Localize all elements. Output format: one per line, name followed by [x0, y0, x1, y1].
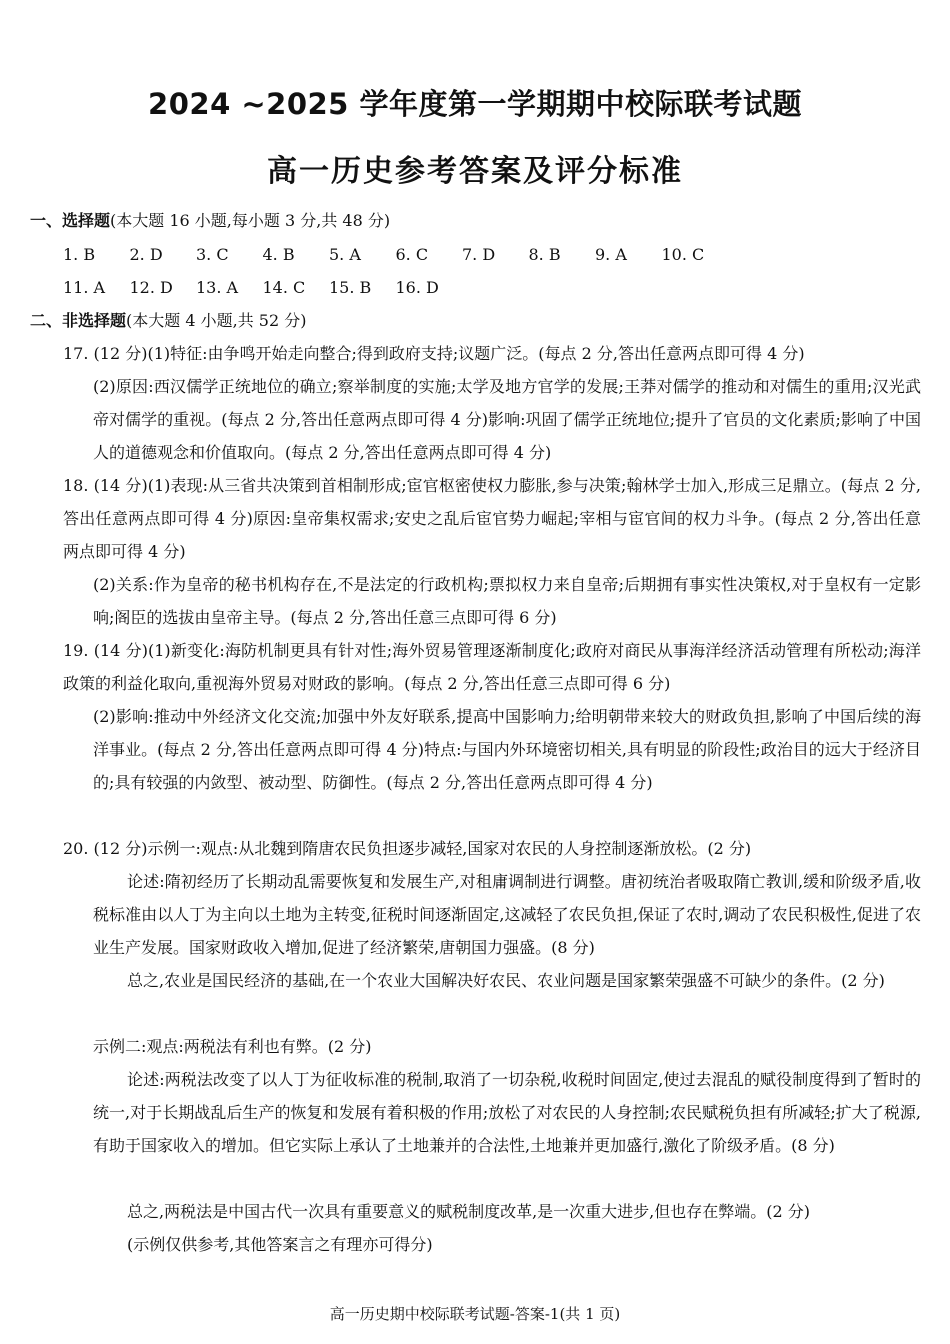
answer-item: 12. D	[129, 278, 173, 297]
q18-part1: 18. (14 分)(1)表现:从三省共决策到首相制形成;宦官枢密使权力膨胀,参与决策;翰林学士加入,形成三足鼎立。(每点 2 分,答出任意两点即可得 4 分)原因:皇帝集权需求;安史之乱后宦官势力崛起;宰相与宦官间的权力斗争。(每点 2 分,答出任意两点即可得 4 分)	[63, 476, 921, 561]
q20-example1-conclusion: 总之,农业是国民经济的基础,在一个农业大国解决好农民、农业问题是国家繁荣强盛不可缺少的条件。(2 分)	[127, 971, 885, 990]
section2-note: (本大题 4 小题,共 52 分)	[126, 311, 307, 330]
answer-item: 10. C	[661, 245, 705, 264]
answer-item: 1. B	[63, 245, 96, 264]
section1-header	[30, 209, 390, 233]
section1-note: (本大题 16 小题,每小题 3 分,共 48 分)	[110, 211, 391, 230]
section1-heading: 一、选择题	[30, 211, 111, 230]
answer-item: 5. A	[329, 245, 361, 264]
q20-example1-argument: 论述:隋初经历了长期动乱需要恢复和发展生产,对租庸调制进行调整。唐初统治者吸取隋亡教训,缓和阶级矛盾,收税标准由以人丁为主向以土地为主转变,征税时间逐渐固定,这减轻了农民负担,保证了农时,调动了农民积极性,促进了农业生产发展。国家财政收入增加,促进了经济繁荣,唐朝国力强盛。(8 分)	[93, 872, 921, 957]
answer-row-1	[63, 243, 728, 267]
q19-part1: 19. (14 分)(1)新变化:海防机制更具有针对性;海外贸易管理逐渐制度化;政府对商民从事海洋经济活动管理有所松动;海洋政策的利益化取向,重视海外贸易对财政的影响。(每点 2 分,答出任意三点即可得 6 分)	[63, 641, 921, 693]
q17-part2: (2)原因:西汉儒学正统地位的确立;察举制度的实施;太学及地方官学的发展;王莽对儒学的推动和对儒生的重用;汉光武帝对儒学的重视。(每点 2 分,答出任意两点即可得 4 分)影响:巩固了儒学正统地位;提升了官员的文化素质;影响了中国人的道德观念和价值取向。(每点 2 分,答出任意两点即可得 4 分)	[93, 377, 921, 462]
answer-item: 16. D	[395, 278, 439, 297]
q20-example2-view: 示例二:观点:两税法有利也有弊。(2 分)	[93, 1037, 372, 1056]
answer-item: 2. D	[129, 245, 163, 264]
answer-item: 4. B	[262, 245, 295, 264]
answer-item: 6. C	[395, 245, 429, 264]
q19-part2: (2)影响:推动中外经济文化交流;加强中外友好联系,提高中国影响力;给明朝带来较大的财政负担,影响了中国后续的海洋事业。(每点 2 分,答出任意两点即可得 4 分)特点:与国内外环境密切相关,具有明显的阶段性;政治目的远大于经济目的;具有较强的内敛型、被动型、防御性。(每点 2 分,答出任意两点即可得 4 分)	[93, 707, 921, 792]
q20-example2-argument: 论述:两税法改变了以人丁为征收标准的税制,取消了一切杂税,收税时间固定,使过去混乱的赋役制度得到了暂时的统一,对于长期战乱后生产的恢复和发展有着积极的作用;放松了对农民的人身控制;农民赋税负担有所减轻;扩大了税源,有助于国家收入的增加。但它实际上承认了土地兼并的合法性,土地兼并更加盛行,激化了阶级矛盾。(8 分)	[93, 1070, 921, 1155]
q20-example2-conclusion: 总之,两税法是中国古代一次具有重要意义的赋税制度改革,是一次重大进步,但也存在弊端。(2 分)	[127, 1202, 811, 1221]
answer-row-2	[63, 276, 462, 300]
document-title: 2024 ~2025 学年度第一学期期中校际联考试题	[148, 87, 802, 121]
answer-item: 3. C	[196, 245, 229, 264]
document-subtitle: 高一历史参考答案及评分标准	[267, 154, 683, 189]
q20-reference-note: (示例仅供参考,其他答案言之有理亦可得分)	[127, 1235, 433, 1254]
section2-heading: 二、非选择题	[30, 311, 127, 330]
answer-item: 7. D	[462, 245, 496, 264]
page-footer: 高一历史期中校际联考试题-答案-1(共 1 页)	[329, 1305, 621, 1323]
q17-part1: 17. (12 分)(1)特征:由争鸣开始走向整合;得到政府支持;议题广泛。(每点 2 分,答出任意两点即可得 4 分)	[63, 344, 805, 363]
answer-item: 9. A	[595, 245, 627, 264]
q20-intro: 20. (12 分)示例一:观点:从北魏到隋唐农民负担逐步减轻,国家对农民的人身控制逐渐放松。(2 分)	[63, 839, 752, 858]
answer-item: 14. C	[262, 278, 306, 297]
section2-header	[30, 309, 306, 333]
q18-part2: (2)关系:作为皇帝的秘书机构存在,不是法定的行政机构;票拟权力来自皇帝;后期拥有事实性决策权,对于皇权有一定影响;阁臣的选拔由皇帝主导。(每点 2 分,答出任意三点即可得 6 分)	[93, 575, 921, 627]
answer-item: 11. A	[63, 278, 106, 297]
answer-item: 8. B	[528, 245, 561, 264]
answer-item: 13. A	[196, 278, 239, 297]
answer-item: 15. B	[329, 278, 372, 297]
